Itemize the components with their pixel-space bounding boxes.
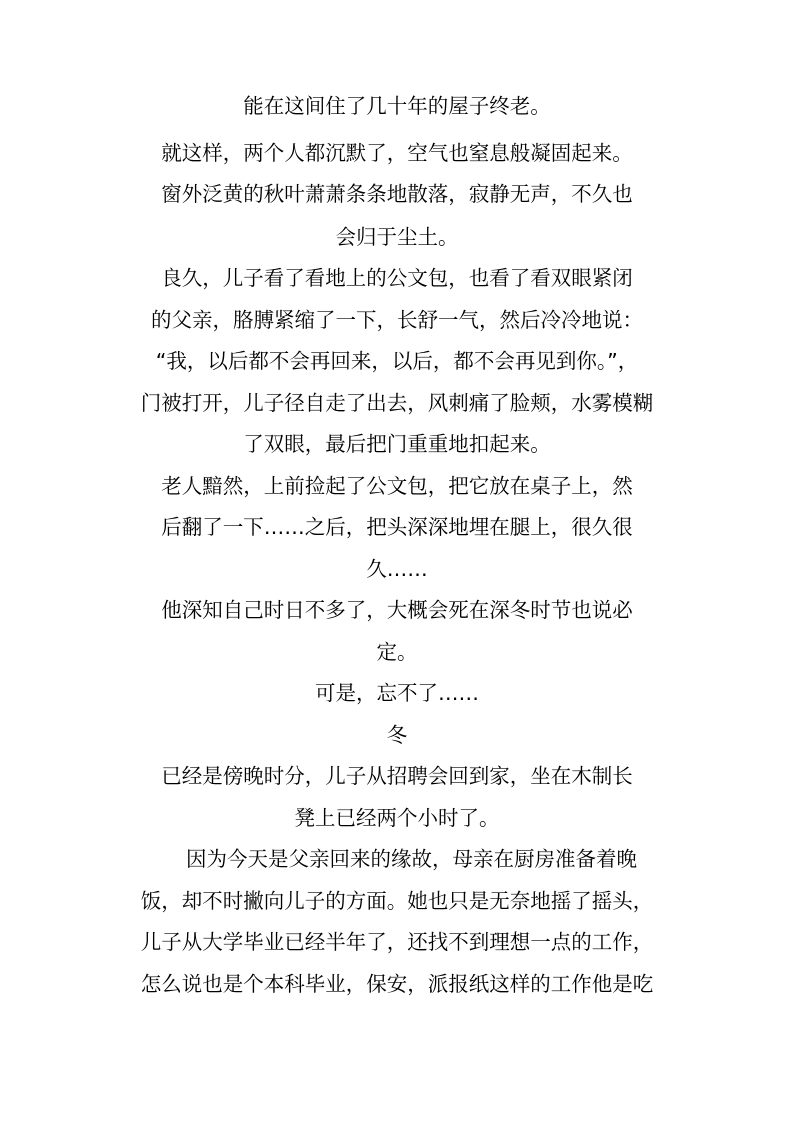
text-line: 窗外泛黄的秋叶萧萧条条地散落，寂静无声，不久也	[161, 182, 633, 206]
text-line: 可是，忘不了……	[315, 681, 479, 705]
text-line: 会归于尘土。	[335, 225, 459, 249]
text-line: 老人黯然，上前捡起了公文包，把它放在桌子上，然	[161, 474, 633, 498]
text-line: 的父亲，胳膊紧缩了一下，长舒一气，然后冷冷地说：	[151, 308, 643, 332]
text-line: 定。	[376, 640, 418, 664]
text-line: “我，以后都不会再回来，以后，都不会再见到你。”，	[155, 349, 639, 373]
text-line: 就这样，两个人都沉默了，空气也窒息般凝固起来。	[161, 141, 633, 165]
text-line: 凳上已经两个小时了。	[294, 806, 500, 830]
text-line: 怎么说也是个本科毕业，保安，派报纸这样的工作他是吃	[140, 972, 654, 996]
text-line: 因为今天是父亲回来的缘故，母亲在厨房准备着晚	[186, 847, 637, 871]
text-line: 能在这间住了几十年的屋子终老。	[243, 94, 551, 118]
text-line: 门被打开，儿子径自走了出去，风刺痛了脸颊，水雾模糊	[140, 391, 654, 415]
section-heading: 冬	[386, 723, 408, 747]
text-line: 了双眼，最后把门重重地扣起来。	[243, 432, 551, 456]
text-line: 后翻了一下……之后，把头深深地埋在腿上，很久很	[161, 515, 633, 539]
text-line: 良久，儿子看了看地上的公文包，也看了看双眼紧闭	[161, 266, 633, 290]
text-line: 儿子从大学毕业已经半年了，还找不到理想一点的工作，	[140, 930, 654, 954]
text-line: 饭，却不时撇向儿子的方面。她也只是无奈地摇了摇头，	[140, 889, 654, 913]
text-line: 他深知自己时日不多了，大概会死在深冬时节也说必	[161, 598, 633, 622]
text-line: 已经是傍晚时分，儿子从招聘会回到家，坐在木制长	[161, 764, 633, 788]
text-line: 久……	[366, 557, 428, 581]
